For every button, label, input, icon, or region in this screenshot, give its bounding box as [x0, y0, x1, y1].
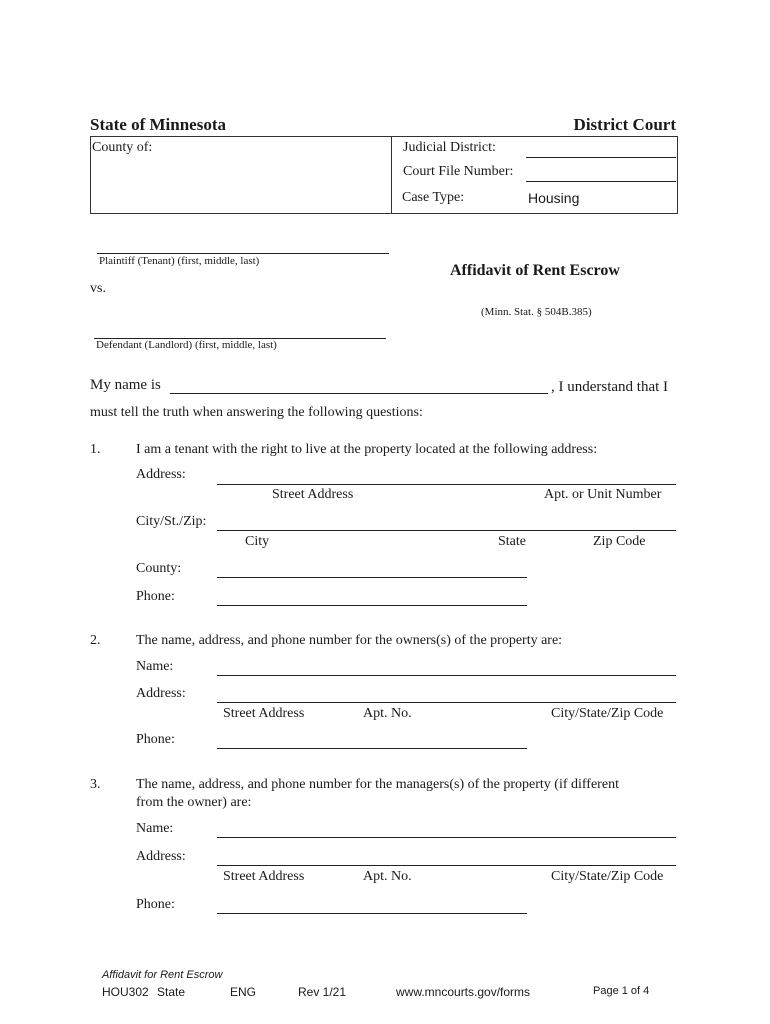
q1-county-label: County: [136, 561, 182, 576]
q2-name-field[interactable] [217, 675, 676, 676]
q1-zip-caption: Zip Code [593, 534, 646, 549]
form-title: Affidavit of Rent Escrow [450, 262, 620, 279]
q3-phone-field[interactable] [217, 913, 527, 914]
q1-city-st-zip-label: City/St./Zip: [136, 514, 207, 529]
my-name-is-label: My name is [90, 377, 161, 393]
defendant-label: Defendant (Landlord) (first, middle, last) [96, 339, 277, 351]
q1-phone-field[interactable] [217, 605, 527, 606]
q1-street-address-caption: Street Address [272, 487, 354, 502]
plaintiff-name-field[interactable] [97, 253, 389, 254]
q1-county-field[interactable] [217, 577, 527, 578]
statute-citation: (Minn. Stat. § 504B.385) [481, 306, 592, 318]
q2-name-label: Name: [136, 659, 174, 674]
q1-address-field[interactable] [217, 484, 676, 485]
caption-divider [391, 137, 392, 213]
q1-city-caption: City [245, 534, 270, 549]
footer-form-title: Affidavit for Rent Escrow [102, 969, 223, 981]
q3-apt-no-caption: Apt. No. [363, 869, 412, 884]
court-file-number-label: Court File Number: [403, 164, 514, 179]
footer-revision: Rev 1/21 [298, 985, 347, 999]
q3-address-label: Address: [136, 849, 186, 864]
q2-city-state-zip-caption: City/State/Zip Code [551, 706, 664, 721]
affiant-name-field[interactable] [170, 393, 548, 394]
plaintiff-label: Plaintiff (Tenant) (first, middle, last) [99, 255, 260, 267]
q3-text-line1: The name, address, and phone number for the managers(s) of the property (if different [136, 777, 619, 792]
q1-address-label: Address: [136, 467, 186, 482]
q2-phone-label: Phone: [136, 732, 175, 747]
q1-city-st-zip-field[interactable] [217, 530, 676, 531]
q3-street-address-caption: Street Address [223, 869, 305, 884]
truth-statement: must tell the truth when answering the following questions: [90, 405, 423, 420]
q1-apt-unit-caption: Apt. or Unit Number [544, 487, 662, 502]
footer-form-code: HOU302 [102, 985, 149, 999]
judicial-district-label: Judicial District: [403, 140, 496, 155]
q2-address-field[interactable] [217, 702, 676, 703]
q2-apt-no-caption: Apt. No. [363, 706, 412, 721]
case-type-label: Case Type: [402, 190, 465, 205]
understand-text: , I understand that I [551, 379, 669, 395]
footer-jurisdiction: State [157, 985, 186, 999]
q1-number: 1. [90, 442, 101, 457]
q3-address-field[interactable] [217, 865, 676, 866]
state-heading: State of Minnesota [90, 115, 226, 134]
q3-city-state-zip-caption: City/State/Zip Code [551, 869, 664, 884]
case-type-value: Housing [528, 190, 580, 206]
judicial-district-field[interactable] [526, 157, 676, 158]
q3-name-field[interactable] [217, 837, 676, 838]
q1-state-caption: State [498, 534, 526, 549]
vs-label: vs. [90, 281, 106, 296]
caption-box [90, 136, 678, 214]
q3-text-line2: from the owner) are: [136, 795, 252, 810]
q1-text: I am a tenant with the right to live at the property located at the following address: [136, 442, 598, 457]
footer-page-number: Page 1 of 4 [593, 985, 650, 997]
q3-name-label: Name: [136, 821, 174, 836]
footer-language: ENG [230, 985, 257, 999]
q2-address-label: Address: [136, 686, 186, 701]
q3-number: 3. [90, 777, 101, 792]
q2-street-address-caption: Street Address [223, 706, 305, 721]
footer-website[interactable]: www.mncourts.gov/forms [396, 985, 531, 999]
q3-phone-label: Phone: [136, 897, 175, 912]
q2-number: 2. [90, 633, 101, 648]
q2-text: The name, address, and phone number for the owners(s) of the property are: [136, 633, 563, 648]
q1-phone-label: Phone: [136, 589, 175, 604]
q2-phone-field[interactable] [217, 748, 527, 749]
county-label: County of: [92, 140, 153, 155]
court-heading: District Court [573, 115, 676, 134]
court-file-number-field[interactable] [526, 181, 676, 182]
